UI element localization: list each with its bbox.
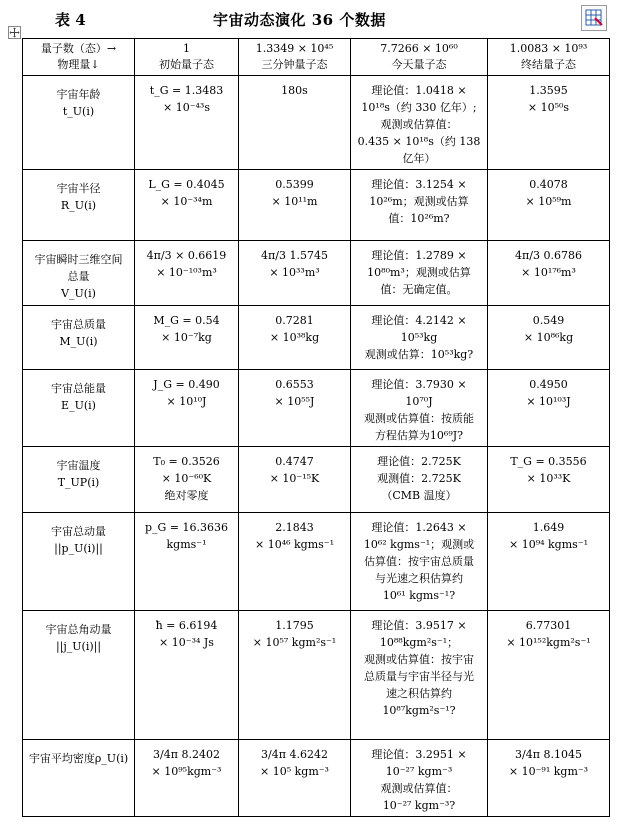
column-header-3 (351, 39, 488, 76)
data-cell (135, 170, 239, 241)
data-cell-line: × 10¹⁵²kgm²s⁻¹ (506, 636, 591, 649)
data-cell-line: 值：10²⁶m? (388, 212, 450, 225)
header-row (23, 39, 610, 76)
data-cell-line: 0.5399 (275, 178, 314, 191)
quick-table-icon[interactable] (581, 5, 607, 31)
row-label (23, 447, 135, 513)
data-cell (488, 447, 610, 513)
data-cell-line: 亿年） (402, 152, 436, 165)
data-cell-line: 10⁸⁸kgm²s⁻¹； (379, 636, 459, 649)
data-cell (239, 611, 351, 740)
data-cell-line: × 10¹⁷⁶m³ (521, 266, 576, 279)
data-cell-line: 1.649 (532, 521, 565, 534)
data-cell-line: kgms⁻¹ (166, 538, 207, 551)
data-cell-line: T_G = 0.3556 (510, 455, 587, 468)
data-cell-line: × 10³⁸kg (269, 331, 320, 344)
data-cell-line: 1.3595 (529, 84, 568, 97)
row-label-line: 宇宙温度 (56, 459, 101, 472)
data-cell (135, 76, 239, 170)
table-row (23, 513, 610, 611)
data-cell-line: 理论值：2.725K (377, 455, 461, 468)
data-cell-line: 与光速之积估算约 (375, 572, 463, 585)
data-cell-line: 理论值：3.1254 × (371, 178, 467, 191)
data-cell-line: 0.7281 (275, 314, 314, 327)
data-cell-line: × 10⁴⁶ kgms⁻¹ (254, 538, 335, 551)
data-cell-line: ħ = 6.6194 (155, 619, 218, 632)
row-label (23, 170, 135, 241)
column-header-2-line: 1.3349 × 10⁴⁵ (255, 42, 334, 55)
data-cell (239, 513, 351, 611)
row-label (23, 76, 135, 170)
data-cell (239, 76, 351, 170)
data-cell-line: × 10⁻¹⁰³m³ (156, 266, 217, 279)
row-label-line: 宇宙平均密度ρ_U(i) (28, 752, 129, 765)
data-cell-line: 总质量与宇宙半径与光 (364, 670, 474, 683)
column-header-3-line: 今天量子态 (391, 58, 447, 71)
data-cell-line: × 10⁵⁹m (525, 195, 572, 208)
data-cell-line: 4π/3 0.6786 (515, 249, 582, 262)
data-cell-line: × 10⁵ kgm⁻³ (260, 765, 329, 778)
column-header-3-line: 7.7266 × 10⁶⁰ (380, 42, 458, 55)
data-cell-line: 2.1843 (275, 521, 314, 534)
row-label (23, 740, 135, 817)
data-cell-line: 3/4π 4.6242 (261, 748, 328, 761)
data-cell (351, 306, 488, 370)
row-label-line: M_U(i) (59, 335, 98, 348)
data-cell (135, 513, 239, 611)
data-cell (239, 241, 351, 306)
data-cell (239, 447, 351, 513)
data-cell (239, 170, 351, 241)
column-header-4-line: 终结量子态 (521, 58, 576, 71)
table-title: 宇宙动态演化 36 个数据 (213, 11, 386, 29)
data-cell (135, 740, 239, 817)
data-cell (239, 740, 351, 817)
data-cell-line: × 10⁵⁵J (274, 395, 315, 408)
data-cell-line: 180s (281, 84, 308, 97)
data-cell (351, 170, 488, 241)
data-cell-line: p_G = 16.3636 (144, 521, 229, 534)
table-row (23, 447, 610, 513)
data-cell-line: 10⁵³kg (400, 331, 438, 344)
data-cell-line: 速之积估算约 (386, 687, 452, 700)
row-label-line: 宇宙年龄 (56, 88, 101, 101)
data-cell-line: M_G = 0.54 (153, 314, 220, 327)
table-row (23, 170, 610, 241)
data-cell (351, 447, 488, 513)
row-label-line: 宇宙总动量 (51, 525, 106, 538)
data-cell-line: L_G = 0.4045 (148, 178, 225, 191)
data-cell-line: × 10¹⁰J (166, 395, 207, 408)
data-cell-line: 0.4950 (529, 378, 568, 391)
column-header-1-line: 1 (183, 42, 190, 55)
data-cell (239, 370, 351, 447)
data-cell-line: × 10⁵⁷ kgm²s⁻¹ (252, 636, 337, 649)
data-cell-line: 0.4747 (275, 455, 314, 468)
data-cell-line: 方程估算为10⁶⁹J? (374, 429, 464, 442)
data-cell (488, 611, 610, 740)
table-row (23, 76, 610, 170)
data-cell (351, 611, 488, 740)
data-cell-line: × 10⁻⁹¹ kgm⁻³ (508, 765, 589, 778)
data-cell (488, 76, 610, 170)
data-cell-line: 0.4078 (529, 178, 568, 191)
data-cell-line: 理论值：1.0418 × (371, 84, 467, 97)
data-cell-line: 观测或估算值： (380, 782, 458, 795)
row-label-line: 宇宙总能量 (51, 382, 106, 395)
data-cell (351, 370, 488, 447)
data-cell-line: × 10⁻⁴³s (163, 101, 210, 114)
data-cell-line: 观测或估算值： (380, 118, 458, 131)
data-cell-line: × 10³³m³ (269, 266, 320, 279)
column-header-4 (488, 39, 610, 76)
data-cell-line: 4π/3 1.5745 (261, 249, 328, 262)
data-cell (488, 241, 610, 306)
data-cell-line: × 10⁻¹⁵K (269, 472, 320, 485)
row-label (23, 241, 135, 306)
data-cell-line: 0.549 (532, 314, 565, 327)
data-cell-line: 10⁸⁰m³；观测或估算 (367, 266, 471, 279)
table-row (23, 241, 610, 306)
data-cell-line: × 10⁻³⁴m (160, 195, 213, 208)
data-cell-line: 10⁶¹ kgms⁻¹? (382, 589, 456, 602)
data-cell (488, 306, 610, 370)
data-cell-line: 理论值：3.7930 × (371, 378, 467, 391)
data-cell-line: 0.6553 (275, 378, 314, 391)
data-cell-line: 4π/3 × 0.6619 (146, 249, 227, 262)
data-cell-line: 绝对零度 (164, 489, 209, 502)
data-cell (135, 611, 239, 740)
data-cell (135, 370, 239, 447)
row-label-line: ||p_U(i)|| (54, 542, 103, 555)
caption-row (0, 0, 627, 38)
table-move-handle-icon[interactable] (8, 26, 21, 39)
data-cell-line: 观测值：2.725K (377, 472, 461, 485)
row-label (23, 370, 135, 447)
row-label-line: V_U(i) (61, 287, 96, 300)
data-cell (488, 370, 610, 447)
data-cell (351, 513, 488, 611)
data-cell (135, 306, 239, 370)
data-cell-line: J_G = 0.490 (153, 378, 220, 391)
data-cell (351, 76, 488, 170)
data-cell-line: × 10¹⁰³J (526, 395, 571, 408)
data-cell-line: × 10⁻⁷kg (161, 331, 212, 344)
data-cell (488, 513, 610, 611)
column-header-0-line: 量子数（态）→ (40, 42, 117, 55)
data-cell-line: 10⁻²⁷ kgm⁻³ (385, 765, 453, 778)
column-header-2 (239, 39, 351, 76)
evolution-data-table (22, 38, 610, 817)
table-row (23, 370, 610, 447)
column-header-4-line: 1.0083 × 10⁹³ (509, 42, 588, 55)
row-label-line: 宇宙半径 (56, 182, 101, 195)
data-cell-line: 10¹⁸s（约 330 亿年）; (361, 101, 477, 114)
data-cell-line: × 10⁸⁶kg (523, 331, 574, 344)
table-row (23, 611, 610, 740)
data-cell-line: 理论值：3.9517 × (371, 619, 467, 632)
column-header-0-line: 物理量↓ (57, 58, 100, 71)
data-cell-line: × 10¹¹m (271, 195, 318, 208)
data-cell-line: 10⁻²⁷ kgm⁻³? (382, 799, 456, 812)
row-label (23, 306, 135, 370)
data-cell-line: 值：无确定值。 (380, 283, 458, 296)
data-cell-line: 估算值：按宇宙总质量 (364, 555, 474, 568)
column-header-1 (135, 39, 239, 76)
data-cell-line: 10²⁶m；观测或估算 (369, 195, 469, 208)
table-row (23, 306, 610, 370)
data-cell (135, 447, 239, 513)
row-label-line: 宇宙总角动量 (45, 623, 112, 636)
data-cell-line: 理论值：1.2643 × (371, 521, 467, 534)
data-cell-line: 观测或估算值：按质能 (364, 412, 474, 425)
column-header-0 (23, 39, 135, 76)
data-cell-line: 1.1795 (275, 619, 314, 632)
data-cell (239, 306, 351, 370)
data-cell-line: × 10⁵⁰s (527, 101, 570, 114)
data-cell-line: 理论值：4.2142 × (371, 314, 467, 327)
column-header-1-line: 初始量子态 (159, 58, 214, 71)
data-cell (488, 740, 610, 817)
row-label (23, 611, 135, 740)
row-label-line: 总量 (67, 270, 90, 283)
row-label-line: R_U(i) (60, 199, 97, 212)
data-cell-line: 10⁶² kgms⁻¹；观测或 (363, 538, 475, 551)
row-label-line: 宇宙瞬时三维空间 (34, 253, 123, 266)
row-label-line: E_U(i) (61, 399, 96, 412)
data-cell (351, 241, 488, 306)
data-cell-line: × 10⁹⁴ kgms⁻¹ (508, 538, 589, 551)
row-label-line: ||j_U(i)|| (55, 640, 102, 653)
data-cell-line: 10⁸⁷kgm²s⁻¹? (382, 704, 456, 717)
data-cell-line: T₀ = 0.3526 (153, 455, 220, 468)
table-row (23, 740, 610, 817)
data-cell (351, 740, 488, 817)
data-cell-line: 0.435 × 10¹⁸s（约 138 (357, 135, 481, 148)
data-cell-line: × 10⁻⁶⁰K (161, 472, 212, 485)
data-cell-line: × 10⁻³⁴ Js (159, 636, 214, 649)
data-cell-line: t_G = 1.3483 (149, 84, 224, 97)
data-cell-line: （CMB 温度） (381, 489, 457, 502)
data-cell-line: 观测或估算值：按宇宙 (364, 653, 474, 666)
row-label-line: T_UP(i) (57, 476, 100, 489)
data-cell-line: 观测或估算：10⁵³kg? (364, 348, 474, 361)
column-header-2-line: 三分钟量子态 (261, 58, 328, 71)
data-cell-line: 6.77301 (525, 619, 572, 632)
data-cell-line: 理论值：1.2789 × (371, 249, 467, 262)
data-cell-line: × 10⁹⁵kgm⁻³ (151, 765, 222, 778)
data-cell (135, 241, 239, 306)
data-cell (488, 170, 610, 241)
data-cell-line: 理论值：3.2951 × (371, 748, 467, 761)
data-cell-line: 3/4π 8.2402 (153, 748, 220, 761)
row-label-line: 宇宙总质量 (51, 318, 106, 331)
row-label-line: t_U(i) (62, 105, 95, 118)
table-number: 表 4 (55, 11, 86, 29)
data-cell-line: 10⁷⁰J (405, 395, 433, 408)
data-cell-line: × 10³³K (526, 472, 571, 485)
data-cell-line: 3/4π 8.1045 (515, 748, 582, 761)
row-label (23, 513, 135, 611)
